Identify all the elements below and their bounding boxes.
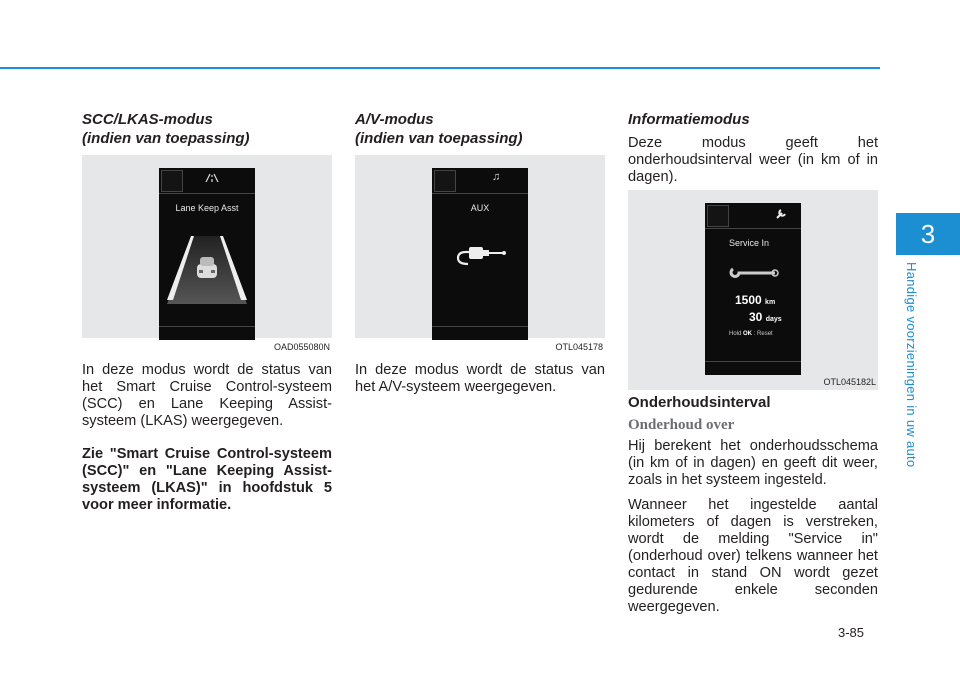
paragraph-service-calc: Hij berekent het onderhoudsschema (in km of in dagen) en geeft dit weer, zoals in het systeem ingesteld. bbox=[628, 438, 878, 488]
music-note-icon: ♫ bbox=[492, 171, 501, 183]
column-info bbox=[628, 110, 878, 186]
column-av bbox=[355, 110, 605, 148]
paragraph-av-description: In deze modus wordt de status van het A/V-systeem weergegeven. bbox=[355, 362, 605, 395]
figure-scc-lkas bbox=[82, 155, 332, 352]
page-number: 3-85 bbox=[838, 625, 865, 640]
screen-corner-box bbox=[707, 205, 729, 227]
serif-heading-service: Onderhoud over bbox=[628, 417, 735, 433]
header-rule bbox=[0, 67, 880, 69]
chapter-title: Handige voorzieningen in uw auto bbox=[904, 262, 919, 468]
cluster-screen-service bbox=[705, 203, 801, 375]
cluster-screen-lkas bbox=[159, 168, 255, 340]
figure-av bbox=[355, 155, 605, 352]
section-heading-scc-lkas: SCC/LKAS-modus (indien van toepassing) bbox=[82, 111, 250, 147]
service-days-value: 30 bbox=[749, 310, 763, 324]
service-km-unit: km bbox=[765, 299, 776, 306]
screen-title: Service In bbox=[729, 238, 770, 248]
figure-code: OTL045178 bbox=[555, 342, 603, 352]
chapter-tab bbox=[896, 213, 960, 255]
figure-code: OAD055080N bbox=[273, 342, 330, 352]
paragraph-info-intro: Deze modus geeft het onderhoudsinterval weer (in km of in dagen). bbox=[628, 135, 878, 185]
aux-plug-icon bbox=[454, 242, 510, 272]
screen-title: AUX bbox=[470, 203, 490, 213]
paragraph-scc-reference: Zie "Smart Cruise Control-systeem (SCC)" en "Lane Keeping Assist-systeem (LKAS)" in hoofdstuk 5 voor meer informatie. bbox=[82, 446, 332, 513]
paragraph-service-message: Wanneer het ingestelde aantal kilometers of dagen is verstreken, wordt de melding "Service in" (onderhoud over) telkens wanneer het contact in stand ON wordt gezet gedurende enkele seconden weergegeven. bbox=[628, 497, 878, 615]
figure-code: OTL045182L bbox=[823, 377, 876, 387]
car-icon bbox=[197, 257, 217, 278]
cluster-screen-av bbox=[432, 168, 528, 340]
paragraph-scc-description: In deze modus wordt de status van het Smart Cruise Control-systeem (SCC) en Lane Keeping Assist-systeem (LKAS) weergegeven. bbox=[82, 362, 332, 429]
wrench-icon bbox=[775, 208, 787, 220]
section-heading-info: Informatiemodus bbox=[628, 111, 750, 128]
wrench-icon bbox=[729, 266, 779, 280]
section-heading-av: A/V-modus (indien van toepassing) bbox=[355, 111, 523, 147]
column-scc-lkas bbox=[82, 110, 332, 148]
screen-corner-box bbox=[161, 170, 183, 192]
service-days-unit: days bbox=[765, 316, 782, 323]
screen-title: Lane Keep Asst bbox=[175, 203, 239, 213]
lane-view-graphic bbox=[159, 226, 255, 306]
chapter-number: 3 bbox=[920, 219, 936, 249]
lane-icon bbox=[205, 173, 219, 183]
subheading-service-interval: Onderhoudsinterval bbox=[628, 394, 771, 411]
service-km-value: 1500 bbox=[735, 293, 762, 307]
reset-hint: Hold OK : Reset bbox=[729, 331, 773, 337]
screen-corner-box bbox=[434, 170, 456, 192]
figure-service bbox=[628, 190, 878, 390]
